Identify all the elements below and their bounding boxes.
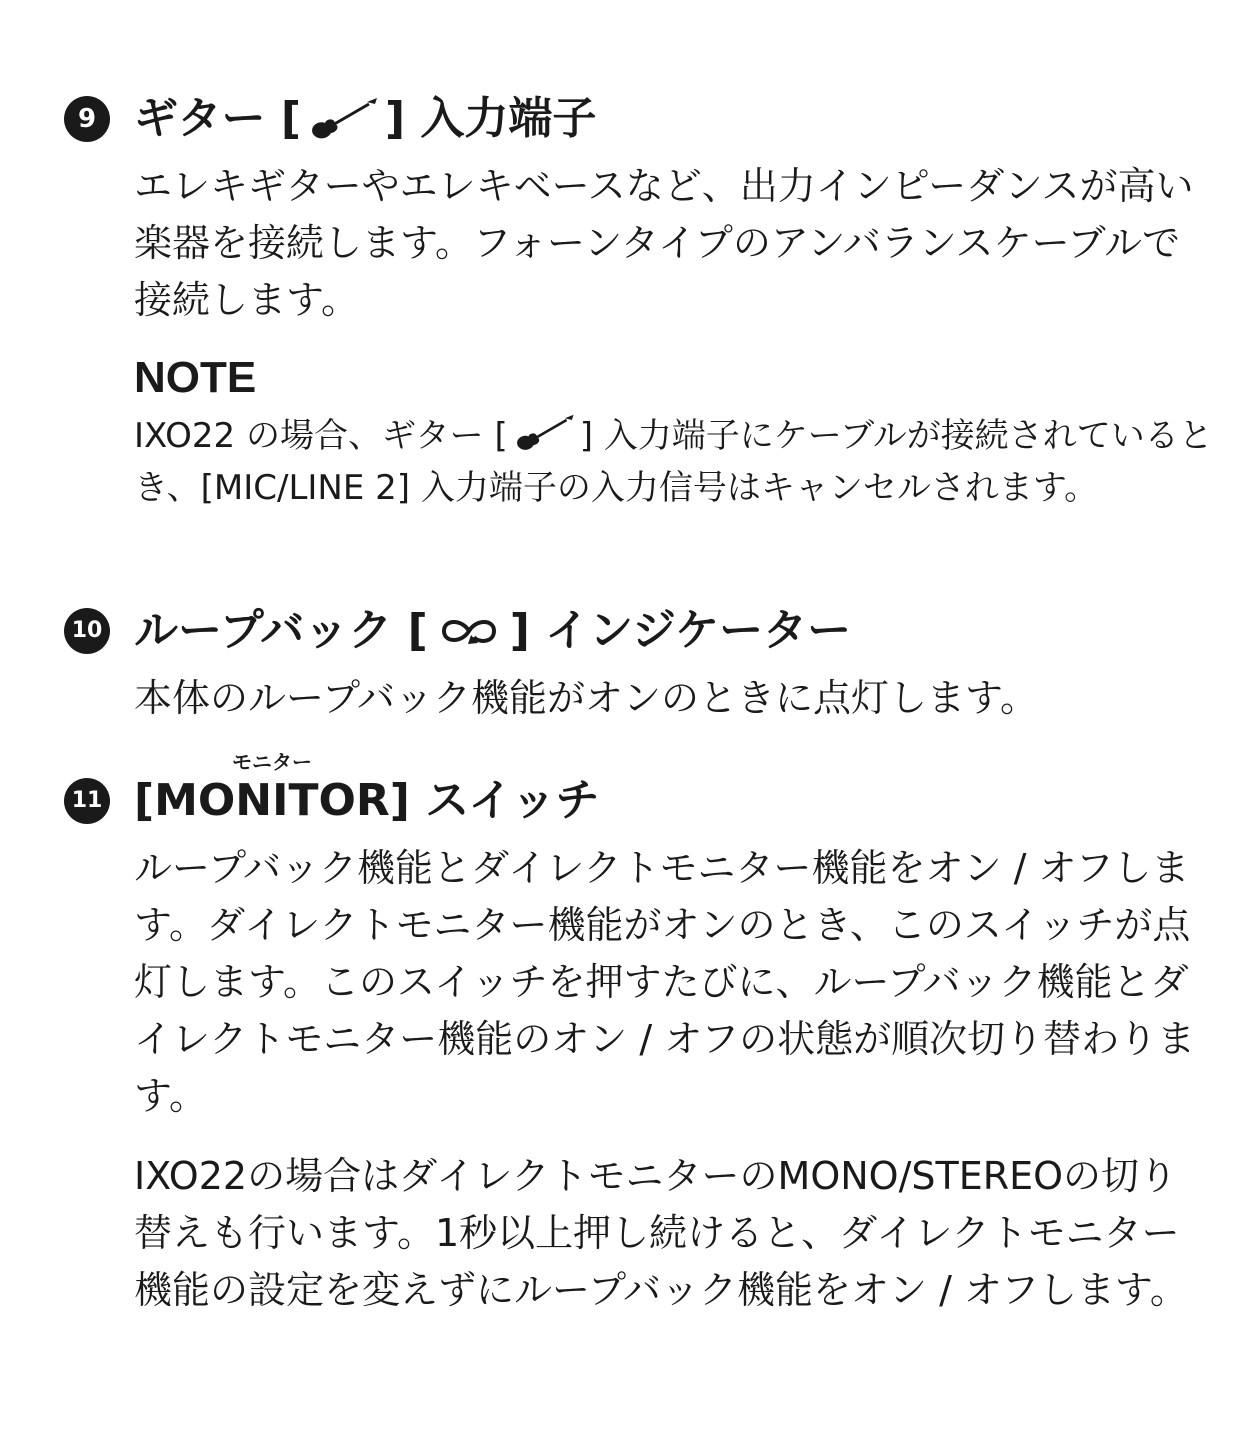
heading-text-before: ギター [ bbox=[134, 93, 301, 144]
section-monitor-switch bbox=[64, 752, 1214, 1392]
section-body-2: IXO22の場合はダイレクトモニターのMONO/STEREOの切り替えも行います。1秒以上押し続けると、ダイレクトモニター機能の設定を変えずにループバック機能をオン / オフします。 bbox=[134, 1154, 1188, 1312]
note-text-after: ] 入力端子にケーブルが接続されているとき、[MIC/LINE 2] 入力端子の入力信号はキャンセルされます。 bbox=[134, 416, 1213, 508]
heading-ruby: モニター bbox=[232, 750, 312, 774]
item-number: 11 bbox=[71, 788, 103, 813]
loopback-icon bbox=[438, 611, 500, 651]
item-number-badge bbox=[64, 778, 110, 824]
item-number-badge bbox=[64, 608, 110, 654]
note-text-before: IXO22 の場合、ギター [ bbox=[134, 416, 508, 456]
section-heading bbox=[134, 93, 597, 144]
section-heading bbox=[134, 605, 852, 656]
guitar-icon bbox=[512, 413, 576, 453]
item-number: 10 bbox=[71, 618, 103, 643]
section-loopback-indicator bbox=[64, 605, 1214, 728]
section-body: 本体のループバック機能がオンのときに点灯します。 bbox=[134, 676, 1039, 720]
section-guitar-input bbox=[64, 93, 1214, 566]
heading-text-after: ] 入力端子 bbox=[385, 93, 597, 144]
heading-text-before: ループバック [ bbox=[134, 605, 428, 656]
guitar-icon bbox=[307, 96, 379, 142]
note-label: NOTE bbox=[134, 353, 257, 402]
note-text bbox=[134, 410, 1214, 514]
item-number: 9 bbox=[77, 104, 97, 134]
heading-text-after: ] インジケーター bbox=[509, 605, 852, 656]
section-heading: [MONITOR] スイッチ bbox=[134, 775, 600, 826]
section-body: エレキギターやエレキベースなど、出力インピーダンスが高い楽器を接続します。フォーンタイプのアンバランスケーブルで接続します。 bbox=[134, 164, 1194, 322]
section-body: ループバック機能とダイレクトモニター機能をオン / オフします。ダイレクトモニター機能がオンのとき、このスイッチが点灯します。このスイッチを押すたびに、ループバック機能とダイレクトモニター機能のオン / オフの状態が順次切り替わります。 bbox=[134, 846, 1196, 1118]
item-number-badge bbox=[64, 96, 110, 142]
